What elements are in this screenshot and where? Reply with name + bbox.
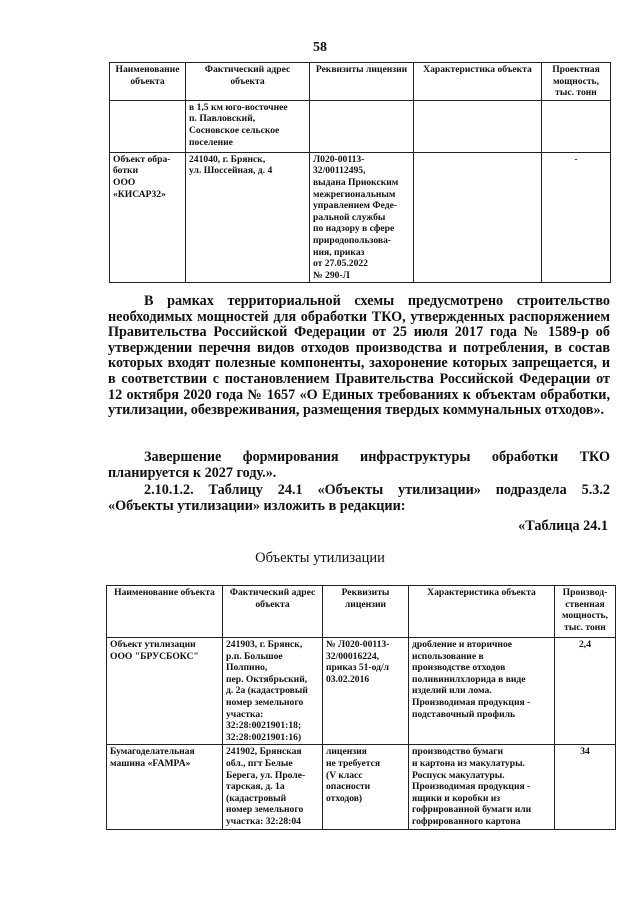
table-row <box>110 100 611 152</box>
table-header-row <box>107 586 616 638</box>
header-cell: Характеристика объекта <box>409 586 555 638</box>
table-cell: 241903, г. Брянск, р.п. Большое Полпино, пер. Октябрьский, д. 2а (кадастровый номер земельного участка: 32:28:0021901:18; 32:28:0021901:16) <box>223 638 323 745</box>
paragraph-completion: Завершение формирования инфраструктуры обработки ТКО планируется к 2027 году.». <box>108 449 610 481</box>
table-cell: 34 <box>555 745 616 829</box>
table-cell: дробление и вторичное использование в производстве отходов поливинилхлорида в виде изделий или лома. Производимая продукция - подставочный профиль <box>409 638 555 745</box>
table-cell: лицензия не требуется (V класс опасности отходов) <box>323 745 409 829</box>
table-cell: Бумагоделательная машина «FAMPA» <box>107 745 223 829</box>
table-cell <box>414 152 542 283</box>
table-cell: производство бумаги и картона из макулатуры. Роспуск макулатуры. Производимая продукция - ящики и коробки из гофрированной бумаги или гофрированного картона <box>409 745 555 829</box>
table-cell: 241040, г. Брянск, ул. Шоссейная, д. 4 <box>186 152 310 283</box>
table-label: «Таблица 24.1 <box>518 518 608 534</box>
paragraph-amendment: 2.10.1.2. Таблицу 24.1 «Объекты утилизации» подраздела 5.3.2 «Объекты утилизации» изложить в редакции: <box>108 482 610 514</box>
table-cell <box>542 100 611 152</box>
header-cell: Фактический адрес объекта <box>186 63 310 101</box>
table-row <box>107 638 616 745</box>
table-cell: 2,4 <box>555 638 616 745</box>
table-cell <box>414 100 542 152</box>
table-cell: Объект утилизации ООО "БРУСБОКС" <box>107 638 223 745</box>
table-cell: 241902, Брянская обл., пгт Белые Берега, ул. Проле- тарская, д. 1а (кадастровый номер земельного участка: 32:28:04 <box>223 745 323 829</box>
header-cell: Фактический адрес объекта <box>223 586 323 638</box>
table-cell <box>310 100 414 152</box>
table-header-row <box>110 63 611 101</box>
header-cell: Реквизиты лицензии <box>323 586 409 638</box>
table-cell: Л020-00113- 32/00112495, выдана Приокским межрегиональным управлением Феде- ральной службы по надзору в сфере природопользова- ния, приказ от 27.05.2022 № 290-Л <box>310 152 414 283</box>
table-row <box>110 152 611 283</box>
header-cell: Производ-ственная мощность, тыс. тонн <box>555 586 616 638</box>
table-cell <box>110 100 186 152</box>
header-cell: Наименование объекта <box>107 586 223 638</box>
license-table-continued <box>109 62 611 283</box>
header-cell: Наименование объекта <box>110 63 186 101</box>
header-cell: Характеристика объекта <box>414 63 542 101</box>
table-caption: Объекты утилизации <box>255 550 385 566</box>
table-row <box>107 745 616 829</box>
table-cell: № Л020-00113- 32/00016224, приказ 51-од/л 03.02.2016 <box>323 638 409 745</box>
table-cell: Объект обра- ботки ООО «КИСАР32» <box>110 152 186 283</box>
table-cell: - <box>542 152 611 283</box>
header-cell: Реквизиты лицензии <box>310 63 414 101</box>
paragraph-territorial-scheme: В рамках территориальной схемы предусмотрено строительство необходимых мощностей для обработки ТКО, утвержденных распоряжением Правительства Российской Федерации от 25 июля 2017 года № 1589-р об утверждении перечня видов отходов производства и потребления, в состав которых входят полезные компоненты, захоронение которых запрещается, и в соответствии с постановлением Правительства Российской Федерации от 12 октября 2020 года № 1657 «О Единых требованиях к объектам обработки, утилизации, обезвреживания, размещения твердых коммунальных отходов». <box>108 293 610 419</box>
table-cell: в 1,5 км юго-восточнее п. Павловский, Сосновское сельское поселение <box>186 100 310 152</box>
utilization-objects-table <box>106 585 616 830</box>
header-cell: Проектная мощность, тыс. тонн <box>542 63 611 101</box>
page-number: 58 <box>313 40 327 55</box>
